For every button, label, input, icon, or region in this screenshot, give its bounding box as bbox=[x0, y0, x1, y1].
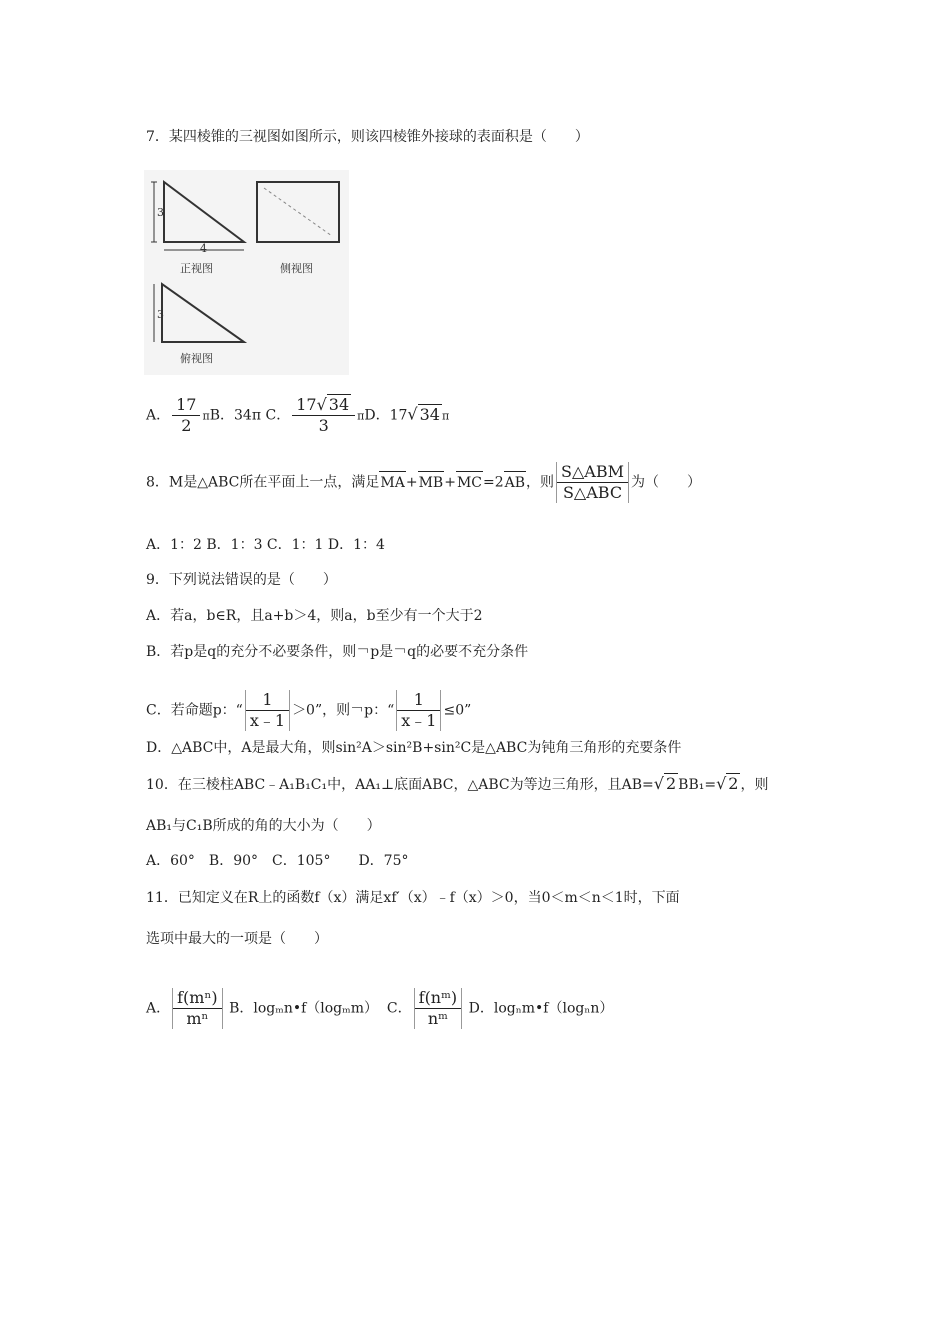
q10-radical-1: 2 bbox=[665, 774, 677, 793]
q7-option-c-label: C． bbox=[265, 407, 291, 424]
q7-option-a-fraction bbox=[172, 395, 200, 436]
q8-vector-ab: AB bbox=[504, 474, 526, 491]
q9-option-c-fraction-2 bbox=[396, 690, 441, 731]
q7-option-a-denominator: 2 bbox=[181, 416, 192, 435]
front-view-label: 正视图 bbox=[180, 262, 213, 275]
q8-ratio-numerator: S△ABM bbox=[557, 462, 628, 483]
q11-line-2: 选项中最大的一项是（ ） bbox=[146, 931, 328, 947]
q7-option-c-pi: π bbox=[357, 409, 365, 423]
q11-option-a-denominator: mⁿ bbox=[186, 1009, 209, 1028]
q8-plus-2: + bbox=[444, 474, 456, 491]
q7-options: A． $\frac{17}{2}$ πB．34π C． $\frac{17√ 34}{3}$ πD．17√ 34 π bbox=[146, 395, 450, 435]
q11-option-c-denominator: nᵐ bbox=[427, 1009, 448, 1028]
q7-option-c-radicand: 34 bbox=[328, 395, 350, 414]
front-height-label: 3 bbox=[157, 206, 164, 219]
q7-option-a-pi: π bbox=[202, 409, 210, 423]
q10-line-1-after: ，则 bbox=[740, 777, 769, 793]
q10-line-1-before: 10．在三棱柱ABC﹣A₁B₁C₁中，AA₁⊥底面ABC，△ABC为等边三角形，且AB= bbox=[146, 777, 654, 793]
q7-option-c-denominator: 3 bbox=[318, 416, 329, 435]
q9-option-c-after: ≤0” bbox=[443, 702, 472, 719]
q11-option-d: D．logₙm•f（logₙn） bbox=[468, 1000, 614, 1017]
q9-fraction-1-denominator: x﹣1 bbox=[249, 711, 286, 730]
q9-fraction-2-denominator: x﹣1 bbox=[401, 711, 437, 730]
q8-stem-before: 8．M是△ABC所在平面上一点，满足 bbox=[146, 474, 380, 491]
q7-option-a-numerator: 17 bbox=[172, 395, 200, 416]
three-view-figure bbox=[144, 170, 349, 375]
q9-option-c bbox=[146, 690, 471, 731]
q9-fraction-2-numerator: 1 bbox=[397, 690, 440, 711]
q9-option-c-mid: ＞0”，则￢p：“ bbox=[292, 702, 395, 719]
q8-stem bbox=[146, 462, 701, 503]
q9-option-c-before: C．若命题p：“ bbox=[146, 702, 243, 719]
q8-vector-ma: MA bbox=[380, 474, 405, 491]
three-view-drawing bbox=[144, 170, 349, 375]
q7-option-d-label: D．17 bbox=[364, 407, 408, 424]
q11-option-c-numerator: f(nᵐ) bbox=[415, 988, 462, 1009]
q11-option-a-fraction bbox=[172, 988, 223, 1029]
q9-option-a: A．若a，b∈R，且a+b＞4，则a，b至少有一个大于2 bbox=[146, 608, 483, 624]
q8-stem-after: 为（ ） bbox=[631, 474, 701, 491]
side-view-label: 侧视图 bbox=[280, 262, 313, 275]
top-height-label: 3 bbox=[157, 308, 164, 321]
q11-option-a-numerator: f(mⁿ) bbox=[173, 988, 222, 1009]
q8-plus-1: + bbox=[405, 474, 418, 491]
front-width-label: 4 bbox=[200, 242, 207, 255]
q7-option-d-pi: π bbox=[441, 409, 450, 423]
q7-option-b: B．34π bbox=[209, 407, 262, 424]
q9-fraction-1-numerator: 1 bbox=[246, 690, 289, 711]
q8-vector-mc: MC bbox=[456, 474, 482, 491]
q10-radical-2: 2 bbox=[728, 774, 739, 793]
q10-line-1: 10．在三棱柱ABC﹣A₁B₁C₁中，AA₁⊥底面ABC，△ABC为等边三角形，且AB=√ 2 BB₁=√ 2 ，则 bbox=[146, 774, 769, 793]
q11-option-b: B．logₘn•f（logₘm） bbox=[229, 1000, 379, 1017]
q7-stem: 7．某四棱锥的三视图如图所示，则该四棱锥外接球的表面积是（ ） bbox=[146, 129, 589, 145]
q7-option-d-radicand: 34 bbox=[419, 404, 440, 424]
q8-options: A．1：2 B．1：3 C．1：1 D．1：4 bbox=[146, 537, 385, 553]
q9-stem: 9．下列说法错误的是（ ） bbox=[146, 572, 337, 588]
q9-option-c-fraction-1 bbox=[245, 690, 290, 731]
q11-option-c-label: C． bbox=[386, 1000, 412, 1017]
q8-area-ratio bbox=[556, 462, 629, 503]
q9-option-b: B．若p是q的充分不必要条件，则￢p是￢q的必要不充分条件 bbox=[146, 644, 529, 660]
q8-stem-mid: ，则 bbox=[526, 474, 555, 491]
q7-option-c-fraction: $\frac{17√ 34}{3}$ bbox=[292, 395, 355, 436]
q11-options bbox=[146, 988, 613, 1029]
q10-line-1-mid: BB₁= bbox=[678, 777, 717, 793]
q11-line-1: 11．已知定义在R上的函数f（x）满足xf′（x）﹣f（x）＞0，当0＜m＜n＜1时，下面 bbox=[146, 890, 680, 906]
q8-equals: =2 bbox=[482, 474, 504, 491]
q11-option-c-fraction bbox=[414, 988, 463, 1029]
q11-option-a-label: A． bbox=[146, 1000, 171, 1017]
q10-options: A．60° B．90° C．105° D．75° bbox=[146, 853, 409, 869]
q8-ratio-denominator: S△ABC bbox=[562, 483, 623, 502]
top-view-label: 俯视图 bbox=[180, 352, 213, 365]
q9-option-d: D．△ABC中，A是最大角，则sin²A＞sin²B+sin²C是△ABC为钝角三角形的充要条件 bbox=[146, 740, 682, 756]
q8-vector-mb: MB bbox=[418, 474, 444, 491]
q10-line-2: AB₁与C₁B所成的角的大小为（ ） bbox=[146, 818, 381, 834]
q7-option-c-coef: 17 bbox=[296, 395, 317, 414]
q7-option-a-label: A． bbox=[146, 407, 171, 424]
